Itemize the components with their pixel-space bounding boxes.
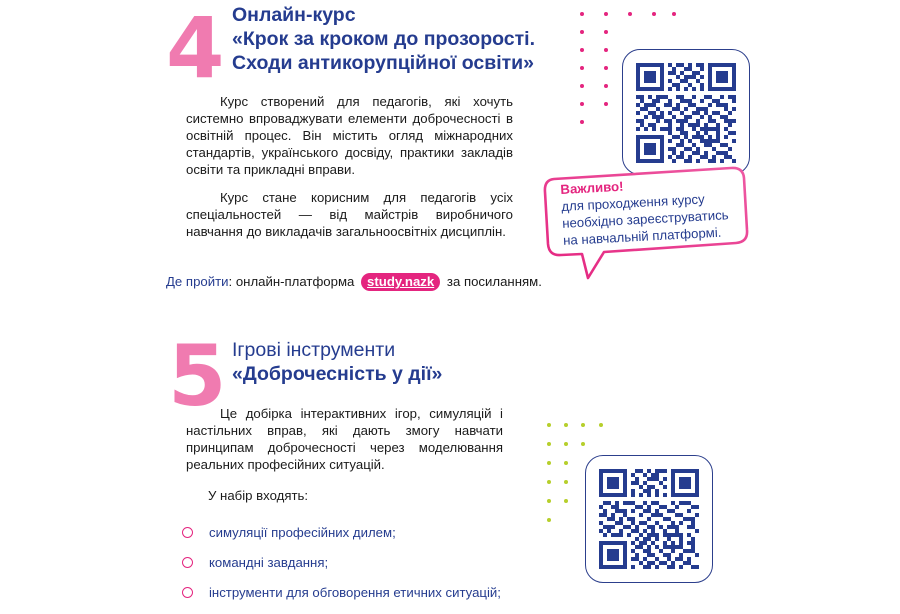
section4-title-line2: «Крок за кроком до прозорості. (232, 28, 535, 50)
bullet-circle-icon (182, 557, 193, 568)
section4-para2-text: Курс стане корисним для педагогів усіх спеціальностей — від майстрів виробничого навчання до викладачів загальноосвітніх дисциплін. (186, 190, 513, 239)
section4-title-line3: Сходи антикорупційної освіти» (232, 52, 535, 74)
qr-code-games[interactable] (585, 455, 713, 583)
qr-code-course[interactable] (622, 49, 750, 175)
study-nazk-link[interactable]: study.nazk (361, 273, 440, 291)
where-to-take (166, 272, 542, 292)
section5-title (232, 338, 442, 386)
where-label: Де пройти (166, 274, 229, 289)
section-number-4: 4 (166, 0, 225, 97)
callout-line1: для проходження курсу (560, 191, 705, 214)
qr-code-icon (636, 63, 736, 163)
section4-title-line1: Онлайн-курс (232, 4, 356, 26)
callout-line3: на навчальній платформі. (562, 224, 722, 248)
bullet-circle-icon (182, 587, 193, 598)
section4-paragraph1 (186, 93, 513, 178)
section4-para1-text: Курс створений для педагогів, які хочуть системно впроваджувати елементи доброчесності в освітній процес. Він містить огляд міжнародних стандартів, українського досвіду, практики закладів освіти та прикладні вправи. (186, 94, 513, 177)
list-item: інструменти для обговорення етичних ситуацій; (182, 584, 542, 614)
list-item: командні завдання; (182, 554, 542, 584)
list-item: симуляції професійних дилем; (182, 524, 542, 554)
where-text: : онлайн-платформа (228, 274, 355, 289)
section5-title-line1: Ігрові інструменти (232, 339, 396, 361)
section4-title (232, 3, 535, 75)
important-callout (540, 166, 756, 281)
section-number-5: 5 (168, 327, 227, 425)
callout-important: Важливо! (560, 178, 624, 197)
section4-paragraph2 (186, 189, 513, 240)
qr-code-icon (599, 469, 699, 569)
bullet-list (182, 524, 542, 614)
bullet-circle-icon (182, 527, 193, 538)
section5-paragraph1 (186, 405, 503, 473)
callout-line2: необхідно зареєструватись (561, 207, 729, 231)
section5-title-line2: «Доброчесність у дії» (232, 363, 443, 385)
section5-para1-text: Це добірка інтерактивних ігор, симуляцій і настільних вправ, які дають змогу навчати принципам доброчесності через моделювання реальних професійних ситуацій. (186, 406, 503, 472)
where-tail: за посиланням. (446, 274, 542, 289)
set-intro: У набір входять: (208, 488, 309, 503)
callout-text (560, 171, 763, 249)
